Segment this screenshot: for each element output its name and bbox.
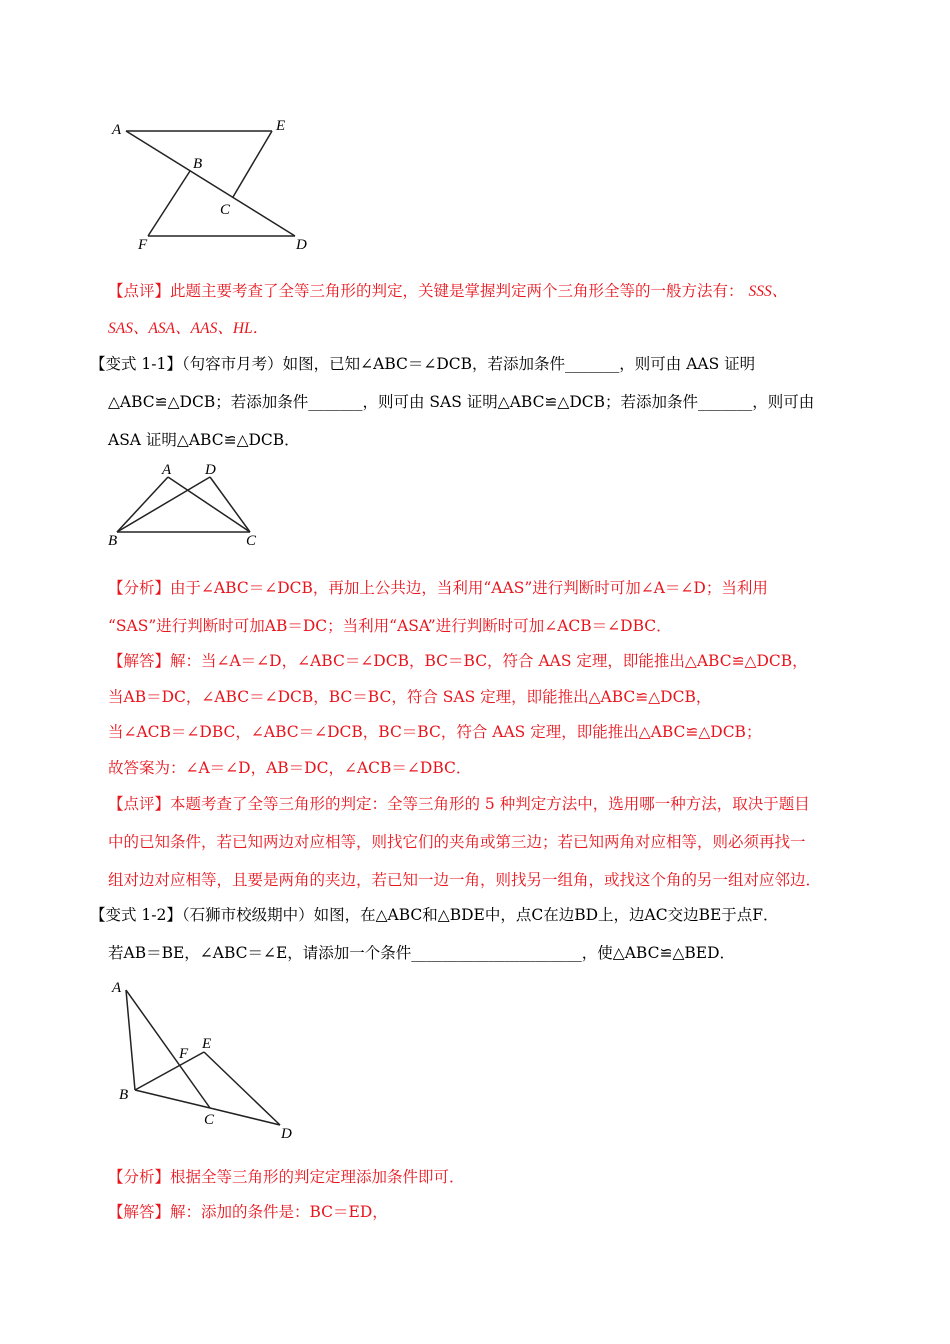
answer-1-line: 故答案为：∠A＝∠D，AB＝DC，∠ACB＝∠DBC． xyxy=(108,759,472,777)
answer-1-line: 当AB＝DC，∠ABC＝∠DCB，BC＝BC，符合 SAS 定理，即能推出△ABC≌△DCB， xyxy=(108,688,712,706)
label-C: C xyxy=(220,202,231,218)
variant-1-line: ASA 证明△ABC≌△DCB． xyxy=(108,431,300,449)
label-F: F xyxy=(138,237,148,253)
analysis-2: 【分析】根据全等三角形的判定定理添加条件即可． xyxy=(108,1168,465,1186)
label-E: E xyxy=(202,1036,212,1052)
variant-1-line: △ABC≌△DCB；若添加条件_______，则可由 SAS 证明△ABC≌△DCB；若添加条件_______，则可由 xyxy=(108,393,815,411)
variant-2-line: 【变式 1-2】（石狮市校级期中）如图，在△ABC和△BDE中，点C在边BD上，边AC交边BE于点F． xyxy=(90,906,779,924)
label-E: E xyxy=(276,118,286,134)
analysis-1-line: 【分析】由于∠ABC＝∠DCB，再加上公共边，当利用“AAS”进行判断时可加∠A＝∠D；当利用 xyxy=(108,579,768,597)
label-C: C xyxy=(204,1112,215,1128)
label-D: D xyxy=(296,237,307,253)
label-B: B xyxy=(193,156,203,172)
label-A: A xyxy=(162,462,172,478)
comment-1 xyxy=(108,281,787,302)
comment-2-line: 中的已知条件，若已知两边对应相等，则找它们的夹角或第三边；若已知两角对应相等，则必须再找一 xyxy=(108,833,806,851)
answer-2: 【解答】解：添加的条件是：BC＝ED， xyxy=(108,1203,388,1221)
label-A: A xyxy=(112,122,122,138)
answer-1-line: 当∠ACB＝∠DBC，∠ABC＝∠DCB，BC＝BC，符合 AAS 定理，即能推出△ABC≌△DCB； xyxy=(108,723,762,741)
label-B: B xyxy=(108,533,118,549)
label-D: D xyxy=(281,1126,292,1142)
comment-1-methods: SAS、ASA、AAS、HL． xyxy=(108,320,269,337)
label-C: C xyxy=(246,533,257,549)
comment-tag: 【点评】 xyxy=(108,282,171,300)
variant-2-line: 若AB＝BE，∠ABC＝∠E，请添加一个条件______________________，使△ABC≌△BED． xyxy=(108,944,736,962)
figure-1 xyxy=(111,118,307,253)
answer-1-line: 【解答】解：当∠A＝∠D，∠ABC＝∠DCB，BC＝BC，符合 AAS 定理，即能推出△ABC≌△DCB， xyxy=(108,652,808,670)
figure-3 xyxy=(111,980,292,1142)
label-D: D xyxy=(205,462,216,478)
variant-1-line: 【变式 1-1】（句容市月考）如图，已知∠ABC＝∠DCB，若添加条件_______，则可由 AAS 证明 xyxy=(90,355,756,373)
label-F: F xyxy=(179,1046,189,1062)
methods-text: SSS、 xyxy=(748,283,788,300)
comment-2-line: 组对边对应相等，且要是两角的夹边，若已知一边一角，则找另一组角，或找这个角的另一组对应邻边． xyxy=(108,871,822,889)
comment-2-line: 【点评】本题考查了全等三角形的判定：全等三角形的 5 种判定方法中，选用哪一种方法，取决于题目 xyxy=(108,795,810,813)
analysis-1-line: “SAS”进行判断时可加AB＝DC；当利用“ASA”进行判断时可加∠ACB＝∠DBC． xyxy=(108,617,672,635)
comment-text: 此题主要考查了全等三角形的判定，关键是掌握判定两个三角形全等的一般方法有： xyxy=(170,282,744,300)
label-B: B xyxy=(119,1087,129,1103)
figure-2 xyxy=(108,462,257,549)
label-A: A xyxy=(112,980,122,996)
